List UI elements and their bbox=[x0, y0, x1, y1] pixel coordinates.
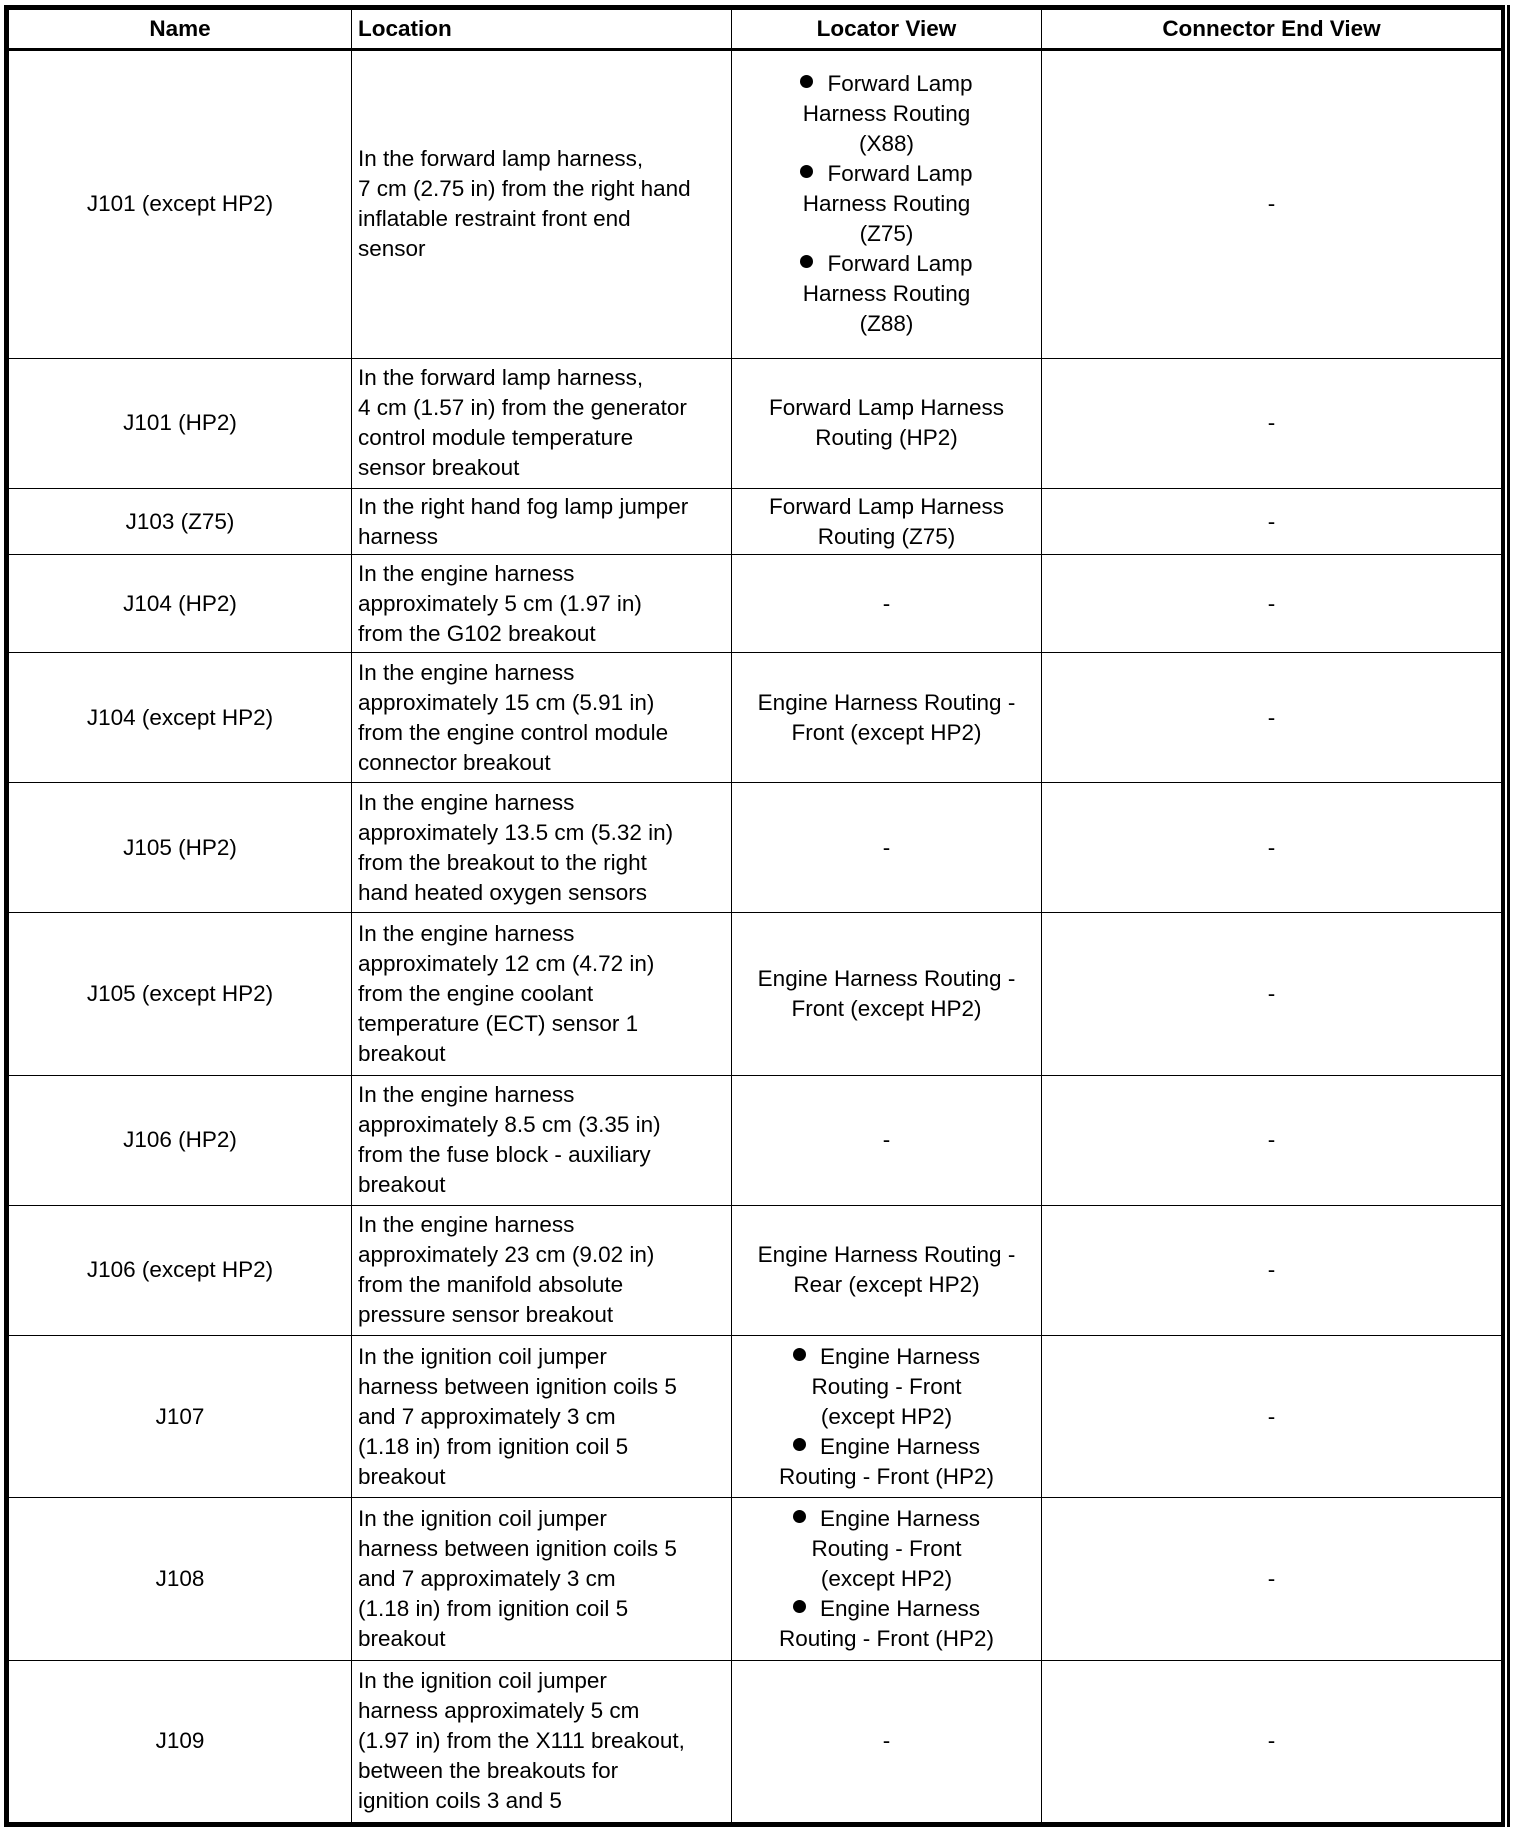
location-line: 4 cm (1.57 in) from the generator bbox=[358, 395, 687, 421]
header-connector-end-view: Connector End View bbox=[1042, 10, 1502, 50]
locator-bullet-text: Routing - Front (HP2) bbox=[778, 1463, 995, 1489]
locator-line: - bbox=[882, 834, 891, 860]
cell-connector-end-view: - bbox=[1042, 358, 1502, 488]
location-line: from the G102 breakout bbox=[358, 620, 596, 646]
cell-location bbox=[352, 1335, 732, 1497]
location-line: harness between ignition coils 5 bbox=[358, 1373, 677, 1399]
connector-location-table bbox=[8, 9, 1502, 1823]
location-line: In the ignition coil jumper bbox=[358, 1668, 607, 1694]
cell-location bbox=[352, 1075, 732, 1205]
bullet-icon bbox=[800, 165, 813, 178]
cell-name: J106 (except HP2) bbox=[9, 1205, 352, 1335]
locator-line: Front (except HP2) bbox=[791, 996, 982, 1022]
locator-bullet-text: Routing - Front bbox=[811, 1535, 962, 1561]
cell-location bbox=[352, 358, 732, 488]
locator-line: - bbox=[882, 590, 891, 616]
locator-bullet-line bbox=[779, 1372, 994, 1402]
locator-line: Forward Lamp Harness bbox=[768, 493, 1005, 519]
location-line: breakout bbox=[358, 1172, 446, 1198]
locator-bullet-text: (Z88) bbox=[859, 311, 914, 337]
locator-bullet-line bbox=[779, 1534, 994, 1564]
locator-bullet-text: Forward Lamp bbox=[827, 251, 973, 277]
locator-bullet-text: (except HP2) bbox=[820, 1565, 953, 1591]
location-line: In the engine harness bbox=[358, 921, 575, 947]
location-line: temperature (ECT) sensor 1 bbox=[358, 1011, 639, 1037]
cell-locator-view bbox=[732, 1498, 1042, 1660]
location-line: In the engine harness bbox=[358, 659, 575, 685]
cell-location bbox=[352, 1498, 732, 1660]
location-line: approximately 15 cm (5.91 in) bbox=[358, 689, 655, 715]
locator-bullet-text: Routing - Front (HP2) bbox=[778, 1625, 995, 1651]
right-edge-bar bbox=[1507, 5, 1510, 1827]
header-row bbox=[9, 10, 1502, 50]
locator-bullet-list bbox=[779, 1504, 994, 1654]
location-line: ignition coils 3 and 5 bbox=[358, 1788, 562, 1814]
location-line: inflatable restraint front end bbox=[358, 206, 631, 232]
locator-bullet-line bbox=[800, 99, 972, 129]
cell-connector-end-view: - bbox=[1042, 555, 1502, 653]
location-line: between the breakouts for bbox=[358, 1758, 619, 1784]
table-row bbox=[9, 913, 1502, 1075]
locator-bullet-text: Engine Harness bbox=[819, 1505, 981, 1531]
cell-name: J105 (HP2) bbox=[9, 783, 352, 913]
cell-location bbox=[352, 1205, 732, 1335]
bullet-icon bbox=[800, 75, 813, 88]
location-line: In the engine harness bbox=[358, 789, 575, 815]
locator-bullet-list bbox=[800, 69, 972, 339]
table-row bbox=[9, 1205, 1502, 1335]
table-row bbox=[9, 1660, 1502, 1822]
locator-line: Front (except HP2) bbox=[791, 719, 982, 745]
cell-name: J109 bbox=[9, 1660, 352, 1822]
location-line: approximately 13.5 cm (5.32 in) bbox=[358, 819, 674, 845]
table-row bbox=[9, 488, 1502, 555]
location-line: In the engine harness bbox=[358, 1082, 575, 1108]
locator-bullet-text: (Z75) bbox=[859, 221, 914, 247]
table-row bbox=[9, 1335, 1502, 1497]
cell-connector-end-view: - bbox=[1042, 1075, 1502, 1205]
cell-locator-view bbox=[732, 50, 1042, 359]
cell-connector-end-view: - bbox=[1042, 1498, 1502, 1660]
cell-locator-view bbox=[732, 488, 1042, 555]
cell-locator-view bbox=[732, 555, 1042, 653]
locator-line: Forward Lamp Harness bbox=[768, 395, 1005, 421]
locator-bullet-line bbox=[800, 279, 972, 309]
locator-bullet-text: Routing - Front bbox=[811, 1373, 962, 1399]
cell-location bbox=[352, 555, 732, 653]
location-line: and 7 approximately 3 cm bbox=[358, 1565, 616, 1591]
locator-bullet-line bbox=[779, 1564, 994, 1594]
locator-line: - bbox=[882, 1127, 891, 1153]
cell-connector-end-view: - bbox=[1042, 1205, 1502, 1335]
locator-line: - bbox=[882, 1728, 891, 1754]
location-line: pressure sensor breakout bbox=[358, 1302, 614, 1328]
bullet-icon bbox=[793, 1348, 806, 1361]
locator-line: Routing (Z75) bbox=[817, 523, 956, 549]
bullet-icon bbox=[800, 255, 813, 268]
location-line: and 7 approximately 3 cm bbox=[358, 1403, 616, 1429]
cell-name: J107 bbox=[9, 1335, 352, 1497]
location-line: In the engine harness bbox=[358, 1212, 575, 1238]
cell-name: J106 (HP2) bbox=[9, 1075, 352, 1205]
location-line: breakout bbox=[358, 1041, 446, 1067]
cell-connector-end-view: - bbox=[1042, 50, 1502, 359]
location-line: approximately 12 cm (4.72 in) bbox=[358, 951, 655, 977]
locator-bullet-line bbox=[779, 1504, 994, 1534]
cell-location bbox=[352, 783, 732, 913]
location-line: breakout bbox=[358, 1463, 446, 1489]
location-line: from the fuse block - auxiliary bbox=[358, 1142, 651, 1168]
cell-name: J105 (except HP2) bbox=[9, 913, 352, 1075]
locator-bullet-line bbox=[779, 1624, 994, 1654]
location-line: hand heated oxygen sensors bbox=[358, 879, 647, 905]
locator-line: Engine Harness Routing - bbox=[757, 1242, 1016, 1268]
cell-locator-view bbox=[732, 358, 1042, 488]
cell-locator-view bbox=[732, 1335, 1042, 1497]
locator-bullet-line bbox=[800, 309, 972, 339]
locator-bullet-text: Engine Harness bbox=[819, 1433, 981, 1459]
cell-location bbox=[352, 50, 732, 359]
cell-location bbox=[352, 1660, 732, 1822]
cell-connector-end-view: - bbox=[1042, 913, 1502, 1075]
location-line: harness between ignition coils 5 bbox=[358, 1535, 677, 1561]
location-line: from the engine control module bbox=[358, 719, 669, 745]
bullet-icon bbox=[793, 1438, 806, 1451]
locator-bullet-list bbox=[779, 1342, 994, 1492]
location-line: In the forward lamp harness, bbox=[358, 365, 644, 391]
location-line: sensor bbox=[358, 236, 426, 262]
locator-bullet-text: (except HP2) bbox=[820, 1403, 953, 1429]
header-location: Location bbox=[352, 10, 732, 50]
location-line: 7 cm (2.75 in) from the right hand bbox=[358, 176, 691, 202]
cell-connector-end-view: - bbox=[1042, 1660, 1502, 1822]
locator-bullet-text: (X88) bbox=[858, 131, 915, 157]
location-line: (1.18 in) from ignition coil 5 bbox=[358, 1433, 629, 1459]
location-line: approximately 8.5 cm (3.35 in) bbox=[358, 1112, 661, 1138]
table-row bbox=[9, 783, 1502, 913]
locator-bullet-text: Forward Lamp bbox=[827, 71, 973, 97]
cell-location bbox=[352, 913, 732, 1075]
bullet-icon bbox=[793, 1510, 806, 1523]
location-line: In the right hand fog lamp jumper bbox=[358, 493, 689, 519]
locator-bullet-text: Harness Routing bbox=[802, 191, 971, 217]
cell-location bbox=[352, 488, 732, 555]
cell-locator-view bbox=[732, 1205, 1042, 1335]
cell-connector-end-view: - bbox=[1042, 488, 1502, 555]
location-line: from the breakout to the right bbox=[358, 849, 647, 875]
cell-connector-end-view: - bbox=[1042, 653, 1502, 783]
locator-bullet-line bbox=[779, 1462, 994, 1492]
locator-bullet-line bbox=[779, 1402, 994, 1432]
location-line: harness bbox=[358, 523, 439, 549]
location-line: In the forward lamp harness, bbox=[358, 146, 644, 172]
location-line: from the manifold absolute bbox=[358, 1272, 624, 1298]
header-name: Name bbox=[9, 10, 352, 50]
location-line: breakout bbox=[358, 1625, 446, 1651]
table-row bbox=[9, 1498, 1502, 1660]
locator-bullet-line bbox=[800, 249, 972, 279]
locator-bullet-line bbox=[779, 1432, 994, 1462]
cell-name: J108 bbox=[9, 1498, 352, 1660]
locator-line: Engine Harness Routing - bbox=[757, 689, 1016, 715]
location-line: (1.97 in) from the X111 breakout, bbox=[358, 1728, 685, 1754]
cell-locator-view bbox=[732, 913, 1042, 1075]
cell-name: J101 (except HP2) bbox=[9, 50, 352, 359]
location-line: In the engine harness bbox=[358, 560, 575, 586]
cell-locator-view bbox=[732, 1075, 1042, 1205]
locator-bullet-line bbox=[800, 219, 972, 249]
locator-bullet-text: Forward Lamp bbox=[827, 161, 973, 187]
table-row bbox=[9, 555, 1502, 653]
locator-bullet-line bbox=[779, 1594, 994, 1624]
locator-line: Routing (HP2) bbox=[815, 425, 958, 451]
locator-bullet-line bbox=[800, 189, 972, 219]
location-line: connector breakout bbox=[358, 749, 551, 775]
locator-bullet-line bbox=[800, 159, 972, 189]
location-line: In the ignition coil jumper bbox=[358, 1343, 607, 1369]
locator-line: Engine Harness Routing - bbox=[757, 966, 1016, 992]
cell-name: J104 (except HP2) bbox=[9, 653, 352, 783]
cell-name: J101 (HP2) bbox=[9, 358, 352, 488]
bullet-icon bbox=[793, 1600, 806, 1613]
cell-connector-end-view: - bbox=[1042, 1335, 1502, 1497]
locator-bullet-text: Engine Harness bbox=[819, 1595, 981, 1621]
cell-locator-view bbox=[732, 1660, 1042, 1822]
location-line: sensor breakout bbox=[358, 455, 520, 481]
location-line: In the ignition coil jumper bbox=[358, 1505, 607, 1531]
locator-bullet-text: Harness Routing bbox=[802, 281, 971, 307]
cell-locator-view bbox=[732, 783, 1042, 913]
table-row bbox=[9, 50, 1502, 359]
locator-bullet-line bbox=[800, 69, 972, 99]
locator-bullet-line bbox=[800, 129, 972, 159]
location-line: approximately 5 cm (1.97 in) bbox=[358, 590, 642, 616]
header-locator-view: Locator View bbox=[732, 10, 1042, 50]
cell-name: J103 (Z75) bbox=[9, 488, 352, 555]
location-line: control module temperature bbox=[358, 425, 634, 451]
cell-location bbox=[352, 653, 732, 783]
cell-locator-view bbox=[732, 653, 1042, 783]
table-row bbox=[9, 653, 1502, 783]
cell-name: J104 (HP2) bbox=[9, 555, 352, 653]
locator-bullet-text: Engine Harness bbox=[819, 1343, 981, 1369]
cell-connector-end-view: - bbox=[1042, 783, 1502, 913]
locator-bullet-text: Harness Routing bbox=[802, 101, 971, 127]
location-line: (1.18 in) from ignition coil 5 bbox=[358, 1595, 629, 1621]
locator-bullet-line bbox=[779, 1342, 994, 1372]
location-line: from the engine coolant bbox=[358, 981, 594, 1007]
location-line: approximately 23 cm (9.02 in) bbox=[358, 1242, 655, 1268]
table-row bbox=[9, 358, 1502, 488]
location-line: harness approximately 5 cm bbox=[358, 1698, 640, 1724]
locator-line: Rear (except HP2) bbox=[793, 1272, 980, 1298]
table-row bbox=[9, 1075, 1502, 1205]
